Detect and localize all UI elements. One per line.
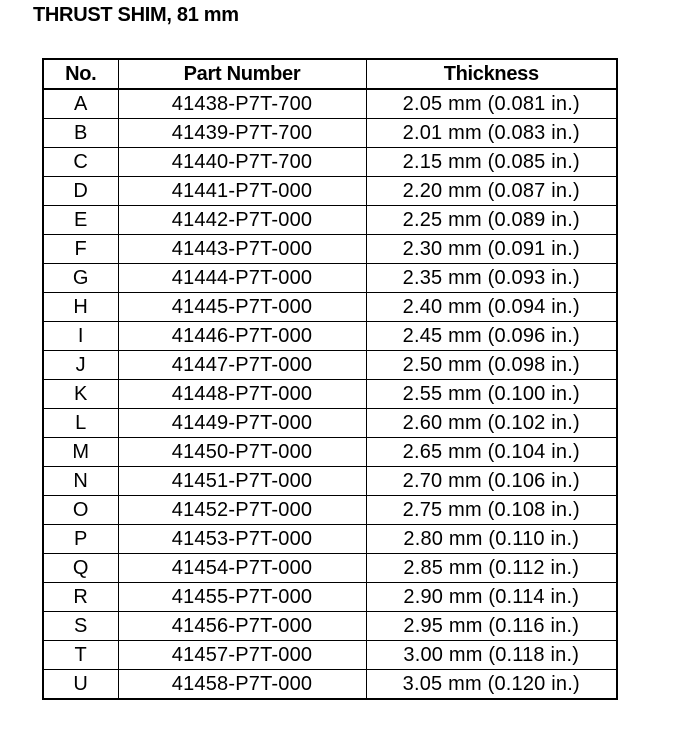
cell-no: D — [43, 177, 118, 206]
cell-no: A — [43, 89, 118, 119]
cell-thickness: 2.05 mm (0.081 in.) — [366, 89, 617, 119]
table-row — [43, 235, 617, 264]
cell-part-number: 41440-P7T-700 — [118, 148, 366, 177]
cell-no: L — [43, 409, 118, 438]
table-row — [43, 380, 617, 409]
cell-thickness: 2.80 mm (0.110 in.) — [366, 525, 617, 554]
thrust-shim-table — [42, 58, 618, 700]
cell-no: B — [43, 119, 118, 148]
cell-thickness: 2.85 mm (0.112 in.) — [366, 554, 617, 583]
cell-no: N — [43, 467, 118, 496]
cell-thickness: 2.20 mm (0.087 in.) — [366, 177, 617, 206]
cell-no: I — [43, 322, 118, 351]
cell-part-number: 41448-P7T-000 — [118, 380, 366, 409]
table-row — [43, 206, 617, 235]
cell-thickness: 2.90 mm (0.114 in.) — [366, 583, 617, 612]
cell-thickness: 2.35 mm (0.093 in.) — [366, 264, 617, 293]
table-row — [43, 612, 617, 641]
table-row — [43, 641, 617, 670]
table-row — [43, 351, 617, 380]
cell-no: Q — [43, 554, 118, 583]
cell-thickness: 3.05 mm (0.120 in.) — [366, 670, 617, 700]
cell-no: J — [43, 351, 118, 380]
table-row — [43, 409, 617, 438]
cell-thickness: 2.40 mm (0.094 in.) — [366, 293, 617, 322]
cell-no: K — [43, 380, 118, 409]
table-row — [43, 264, 617, 293]
table-row — [43, 148, 617, 177]
cell-thickness: 2.01 mm (0.083 in.) — [366, 119, 617, 148]
cell-thickness: 2.75 mm (0.108 in.) — [366, 496, 617, 525]
cell-no: C — [43, 148, 118, 177]
cell-thickness: 2.55 mm (0.100 in.) — [366, 380, 617, 409]
cell-thickness: 2.60 mm (0.102 in.) — [366, 409, 617, 438]
cell-part-number: 41453-P7T-000 — [118, 525, 366, 554]
table-row — [43, 322, 617, 351]
cell-no: H — [43, 293, 118, 322]
table-body — [43, 89, 617, 699]
table-row — [43, 89, 617, 119]
cell-thickness: 2.15 mm (0.085 in.) — [366, 148, 617, 177]
cell-no: E — [43, 206, 118, 235]
header-part-number: Part Number — [118, 59, 366, 89]
cell-part-number: 41452-P7T-000 — [118, 496, 366, 525]
header-thickness: Thickness — [366, 59, 617, 89]
table-row — [43, 467, 617, 496]
cell-no: T — [43, 641, 118, 670]
cell-thickness: 2.70 mm (0.106 in.) — [366, 467, 617, 496]
table-header-row — [43, 59, 617, 89]
cell-part-number: 41449-P7T-000 — [118, 409, 366, 438]
cell-no: P — [43, 525, 118, 554]
table-row — [43, 177, 617, 206]
cell-no: F — [43, 235, 118, 264]
cell-part-number: 41439-P7T-700 — [118, 119, 366, 148]
page-title: THRUST SHIM, 81 mm — [33, 4, 239, 26]
cell-thickness: 2.65 mm (0.104 in.) — [366, 438, 617, 467]
table-row — [43, 525, 617, 554]
cell-thickness: 2.50 mm (0.098 in.) — [366, 351, 617, 380]
cell-part-number: 41458-P7T-000 — [118, 670, 366, 700]
cell-part-number: 41441-P7T-000 — [118, 177, 366, 206]
table-row — [43, 670, 617, 700]
cell-part-number: 41447-P7T-000 — [118, 351, 366, 380]
table-row — [43, 554, 617, 583]
cell-part-number: 41445-P7T-000 — [118, 293, 366, 322]
table-row — [43, 583, 617, 612]
cell-part-number: 41443-P7T-000 — [118, 235, 366, 264]
cell-thickness: 3.00 mm (0.118 in.) — [366, 641, 617, 670]
cell-no: R — [43, 583, 118, 612]
cell-part-number: 41456-P7T-000 — [118, 612, 366, 641]
cell-thickness: 2.30 mm (0.091 in.) — [366, 235, 617, 264]
table-row — [43, 496, 617, 525]
cell-thickness: 2.45 mm (0.096 in.) — [366, 322, 617, 351]
cell-no: U — [43, 670, 118, 700]
cell-part-number: 41451-P7T-000 — [118, 467, 366, 496]
cell-no: G — [43, 264, 118, 293]
cell-part-number: 41444-P7T-000 — [118, 264, 366, 293]
cell-thickness: 2.25 mm (0.089 in.) — [366, 206, 617, 235]
cell-part-number: 41438-P7T-700 — [118, 89, 366, 119]
cell-part-number: 41454-P7T-000 — [118, 554, 366, 583]
cell-part-number: 41450-P7T-000 — [118, 438, 366, 467]
table-row — [43, 119, 617, 148]
table-row — [43, 293, 617, 322]
table-row — [43, 438, 617, 467]
cell-part-number: 41455-P7T-000 — [118, 583, 366, 612]
cell-part-number: 41442-P7T-000 — [118, 206, 366, 235]
cell-no: O — [43, 496, 118, 525]
cell-part-number: 41457-P7T-000 — [118, 641, 366, 670]
cell-no: S — [43, 612, 118, 641]
cell-thickness: 2.95 mm (0.116 in.) — [366, 612, 617, 641]
header-no: No. — [43, 59, 118, 89]
cell-part-number: 41446-P7T-000 — [118, 322, 366, 351]
cell-no: M — [43, 438, 118, 467]
